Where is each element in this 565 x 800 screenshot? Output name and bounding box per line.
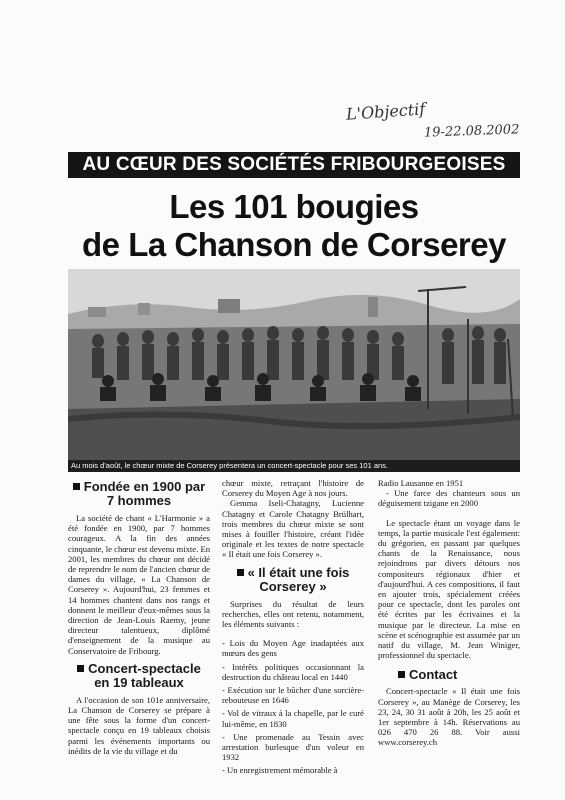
subheading-contact: Contact — [378, 668, 520, 682]
bullet-square-icon — [398, 671, 405, 678]
handwritten-source: L'Objectif — [345, 99, 426, 124]
list-item: - Exécution sur le bûcher d'une sorcière-rebouteuse en 1646 — [222, 685, 364, 706]
choir-photo — [68, 269, 520, 460]
list-item: - Vol de vitraux à la chapelle, par le curé lui-même, en 1830 — [222, 708, 364, 729]
subheading-founded: Fondée en 1900 par 7 hommes — [68, 480, 210, 508]
bullet-square-icon — [237, 569, 244, 576]
column-3 — [378, 478, 520, 748]
bullet-square-icon — [77, 665, 84, 672]
title-line-1: Les 101 bougies — [169, 188, 419, 225]
paragraph: - Une farce des chanteurs sous un déguisement tzigane en 2000 — [378, 488, 520, 509]
subheading-concert: Concert-spectacle en 19 tableaux — [68, 662, 210, 690]
title-line-2: de La Chanson de Corserey — [82, 226, 506, 263]
handwritten-date: 19-22.08.2002 — [423, 122, 520, 141]
column-2 — [222, 478, 364, 776]
paragraph: Surprises du résultat de leurs recherches, elles ont retenu, notamment, les éléments suivants : — [222, 598, 364, 630]
section-banner: AU CŒUR DES SOCIÉTÉS FRIBOURGEOISES — [68, 152, 520, 178]
bullet-square-icon — [73, 483, 80, 490]
paragraph: A l'occasion de son 101e anniversaire, La Chanson de Corserey se prépare à une fête sous la forme d'un concert-spectacle conçu en 19 tableaux choisis parmi les événements importants ou inédits de la vie du village et du — [68, 694, 210, 756]
paragraph: Le spectacle étant un voyage dans le temps, la partie musicale l'est également: du grégorien, en passant par quelques chants de la Renaissance, nous rejoindrons par divers détours nos compositeurs régionaux d'hier et d'aujourd'hui. A ces compositions, il faut en ajouter trois, spécialement créées pour ce spectacle, dont les paroles ont été écrites par les écrivaines et la musique par le directeur. La mise en scène et scénographie est assumée par un natif du village, M. Jean Winiger, professionnel du spectacle. — [378, 517, 520, 661]
paragraph: La société de chant « L'Harmonie » a été fondée en 1900, par 7 hommes courageux. A la fin des années cinquante, le chœur est devenu mixte. En 2001, les membres du chœur ont décidé de reprendre le nom de l'ancien chœur de dames du village, « La Chanson de Corserey ». Aujourd'hui, 23 femmes et 14 hommes chantent dans nos rangs et donnent le meilleur d'eux-mêmes sous la direction de Jean-Louis Raemy, jeune directeur talentueux, diplômé d'enseignement de la musique au Conservatoire de Fribourg. — [68, 513, 210, 656]
choir-photo-illustration — [68, 269, 520, 460]
paragraph: Gemma Iseli-Chatagny, Lucienne Chatagny et Carole Chatagny Brülhart, trois membres du chœur mixte se sont mises à fouiller l'histoire, créant l'idée originale et les textes de notre spectacle « Il était une fois Corserey ». — [222, 498, 364, 560]
paragraph: chœur mixte, retraçant l'histoire de Corserey du Moyen Age à nos jours. — [222, 478, 364, 499]
paragraph: Radio Lausanne en 1951 — [378, 478, 464, 488]
list-item: - Lois du Moyen Age inadaptées aux mœurs des gens — [222, 638, 364, 659]
photo-caption: Au mois d'août, le chœur mixte de Corserey présentera un concert-spectacle pour ses 101 ans. — [68, 460, 520, 472]
list-item: - Une promenade au Tessin avec arrestation burlesque d'un voleur en 1932 — [222, 731, 364, 763]
column-1 — [68, 478, 210, 756]
article-title — [68, 188, 520, 264]
list-item: - Un enregistrement mémorable à — [222, 765, 338, 776]
subheading-il-etait: « Il était une fois Corserey » — [222, 566, 364, 594]
paragraph: Concert-spectacle « Il était une fois Corserey », au Manège de Corserey, les 23, 24, 30 31 août à 20h, les 25 août et 1er septembre à 14h. Réservations au 026 470 26 88. Voir aussi www.corserey.ch — [378, 686, 520, 748]
list-item: - Intérêts politiques occasionnant la destruction du château local en 1440 — [222, 661, 364, 682]
